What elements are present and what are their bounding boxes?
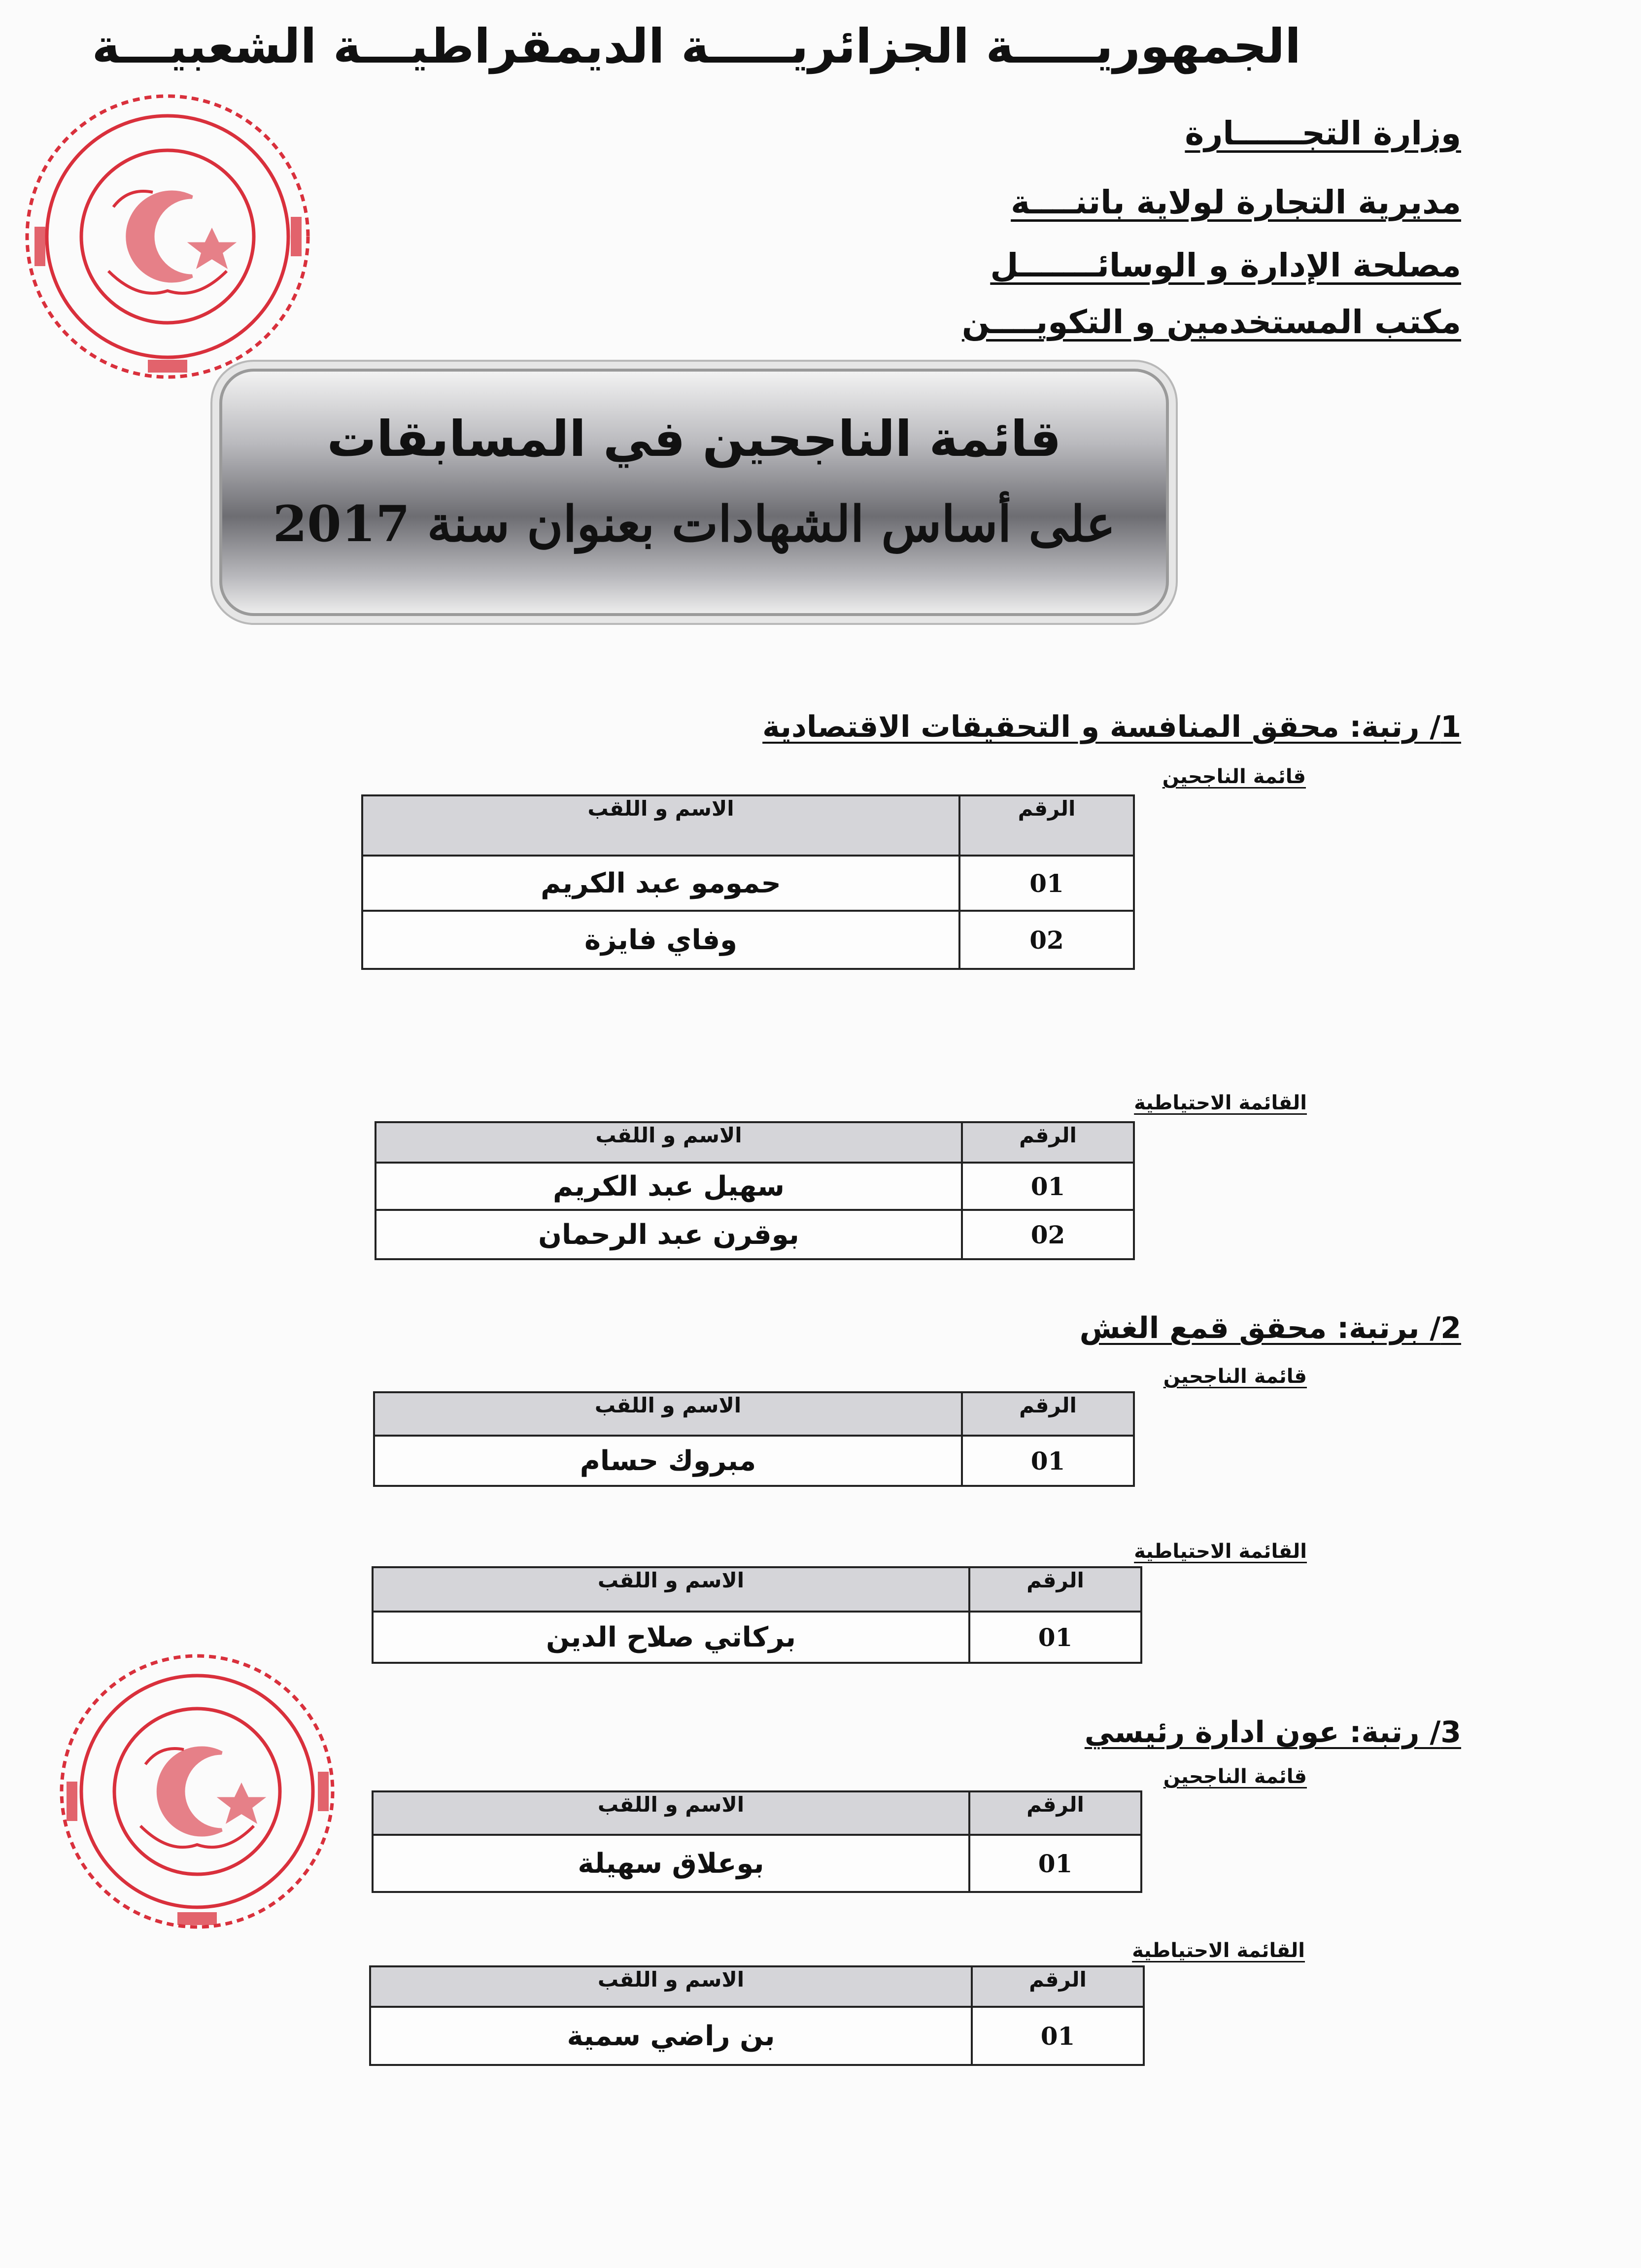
row-name: حمومو عبد الكريم bbox=[362, 856, 959, 911]
section-1-winners-label: قائمة الناجحين bbox=[1162, 765, 1306, 788]
col-header-name: الاسم و اللقب bbox=[376, 1122, 962, 1163]
col-header-number: الرقم bbox=[972, 1966, 1144, 2007]
table-row bbox=[373, 1835, 1141, 1892]
row-number: 01 bbox=[972, 2007, 1144, 2065]
country-name: الجمهوريـــــة الجزائريـــــة الديمقراطيـــة الشعبيـــة bbox=[92, 19, 1301, 74]
row-number: 01 bbox=[962, 1163, 1134, 1210]
table-row bbox=[376, 1210, 1134, 1259]
title-line-2: على أساس الشهادات بعنوان سنة 2017 bbox=[273, 495, 1116, 553]
row-name: سهيل عبد الكريم bbox=[376, 1163, 962, 1210]
row-number: 01 bbox=[959, 856, 1134, 911]
section-1-reserve-table bbox=[375, 1121, 1135, 1260]
col-header-number: الرقم bbox=[959, 795, 1134, 856]
section-2-winners-table bbox=[373, 1391, 1135, 1487]
row-name: بن راضي سمية bbox=[370, 2007, 972, 2065]
col-header-number: الرقم bbox=[969, 1791, 1141, 1835]
row-number: 01 bbox=[962, 1436, 1134, 1486]
row-number: 01 bbox=[969, 1835, 1141, 1892]
row-name: بوعلاق سهيلة bbox=[373, 1835, 969, 1892]
col-header-number: الرقم bbox=[962, 1392, 1134, 1436]
section-2-reserve-label: القائمة الاحتياطية bbox=[1134, 1540, 1307, 1563]
section-3-heading: 3/ رتبة: عون ادارة رئيسي bbox=[1084, 1715, 1461, 1750]
row-name: بوقرن عبد الرحمان bbox=[376, 1210, 962, 1259]
section-3-winners-label: قائمة الناجحين bbox=[1163, 1765, 1307, 1788]
directorate-name: مديرية التجارة لولاية باتنــــة bbox=[1011, 183, 1461, 221]
table-row bbox=[362, 856, 1134, 911]
col-header-number: الرقم bbox=[962, 1122, 1134, 1163]
title-banner bbox=[219, 369, 1169, 616]
office-name: مكتب المستخدمين و التكويــــن bbox=[961, 303, 1461, 341]
row-number: 01 bbox=[969, 1612, 1141, 1663]
section-1-heading: 1/ رتبة: محقق المنافسة و التحقيقات الاقتصادية bbox=[762, 710, 1461, 744]
col-header-number: الرقم bbox=[969, 1567, 1141, 1612]
service-name: مصلحة الإدارة و الوسائـــــــل bbox=[990, 246, 1461, 284]
col-header-name: الاسم و اللقب bbox=[370, 1966, 972, 2007]
official-seal-icon bbox=[15, 84, 320, 389]
ministry-name: وزارة التجــــــارة bbox=[1185, 114, 1461, 152]
table-row bbox=[376, 1163, 1134, 1210]
section-2-reserve-table bbox=[372, 1566, 1142, 1664]
row-number: 02 bbox=[959, 911, 1134, 969]
col-header-name: الاسم و اللقب bbox=[374, 1392, 962, 1436]
title-line-1: قائمة الناجحين في المسابقات bbox=[327, 410, 1061, 468]
section-1-reserve-label: القائمة الاحتياطية bbox=[1134, 1092, 1307, 1114]
col-header-name: الاسم و اللقب bbox=[373, 1567, 969, 1612]
table-row bbox=[373, 1612, 1141, 1663]
row-name: بركاتي صلاح الدين bbox=[373, 1612, 969, 1663]
table-row bbox=[370, 2007, 1144, 2065]
section-3-reserve-label: القائمة الاحتياطية bbox=[1132, 1939, 1305, 1962]
section-2-winners-label: قائمة الناجحين bbox=[1163, 1365, 1307, 1388]
row-number: 02 bbox=[962, 1210, 1134, 1259]
col-header-name: الاسم و اللقب bbox=[362, 795, 959, 856]
table-row bbox=[362, 911, 1134, 969]
row-name: مبروك حسام bbox=[374, 1436, 962, 1486]
section-3-winners-table bbox=[372, 1790, 1142, 1893]
official-seal-icon bbox=[49, 1644, 345, 1939]
section-1-winners-table bbox=[361, 794, 1135, 970]
section-2-heading: 2/ برتبة: محقق قمع الغش bbox=[1079, 1311, 1461, 1345]
row-name: وفاي فايزة bbox=[362, 911, 959, 969]
section-3-reserve-table bbox=[369, 1965, 1145, 2066]
table-row bbox=[374, 1436, 1134, 1486]
col-header-name: الاسم و اللقب bbox=[373, 1791, 969, 1835]
